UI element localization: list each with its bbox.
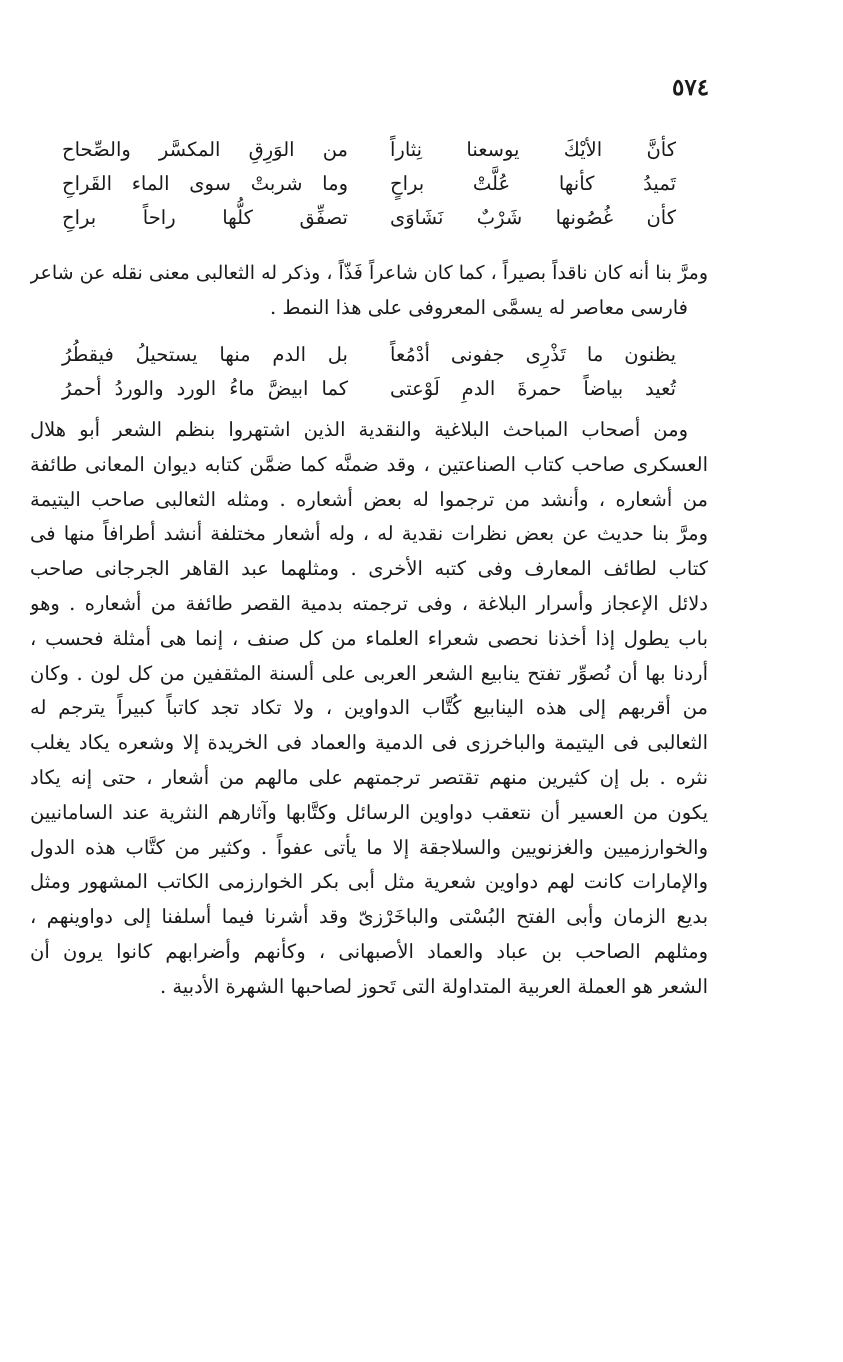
text-line: أردنا بها أن نُصوِّر تفتح ينابيع الشعر العربى على ألسنة المثقفين من كل لون . وكان — [30, 661, 708, 685]
verse-second-hemistich: وما شربتْ سوى الماء القَراحِ — [62, 172, 348, 195]
text-line: بديع الزمان وأبى الفتح البُسْتى والباخَرْزىّ وقد أشرنا فيما أسلفنا إلى دواوينهم ، — [30, 905, 708, 929]
text-line: ومن أصحاب المباحث البلاغية والنقدية الذين اشتهروا بنظم الشعر أبو هلال — [30, 418, 688, 441]
verse-line — [62, 201, 676, 235]
text-line: والإمارات كانت لهم دواوين شعرية مثل أبى بكر الخوارزمى الكاتب المشهور ومثل — [30, 870, 708, 894]
text-line: باب يطول إذا أخذنا نحصى شعراء العلماء من كل صنف ، إنما هى أمثلة فحسب ، — [30, 626, 708, 650]
text-line: ومرَّ بنا حديث عن بعض نظرات نقدية له ، وله أشعار مختلفة أنشد أطرافاً منها فى — [30, 522, 708, 546]
text-line: الثعالبى فى اليتيمة والباخرزى فى الدمية والعماد فى الخريدة إلا وشعره يكاد يغلب — [30, 731, 708, 755]
verse-second-hemistich: بل الدم منها يستحيلُ فيقطُرُ — [62, 343, 348, 366]
page-number: ٥٧٤ — [672, 74, 710, 101]
verse-second-hemistich: كما ابيضَّ ماءُ الورد والوردُ أحمرُ — [62, 377, 348, 400]
text-line: من أشعاره ، وأنشد من ترجموا له بعض أشعاره . ومثله الثعالبى صاحب اليتيمة — [30, 487, 708, 511]
poem-excerpt-2 — [62, 338, 676, 406]
text-line: ومرَّ بنا أنه كان ناقداً بصيراً ، كما كان شاعراً فَذّاً ، وذكر له الثعالبى معنى نقله عن شاعر — [30, 262, 708, 284]
paragraph-2 — [30, 413, 708, 1005]
verse-first-hemistich: تُعيد بياضاً حمرةَ الدمِ لَوْعتى — [390, 377, 676, 400]
text-line: من أقربهم إلى هذه الينابيع كُتَّاب الدواوين ، ولا تكاد تجد كاتباً كبيراً يترجم له — [30, 696, 708, 720]
verse-second-hemistich: تصفِّق كلُّها راحاً براحِ — [62, 206, 348, 229]
text-line: كتاب لطائف المعارف وفى كتبه الأخرى . ومثلهما عبد القاهر الجرجانى صاحب — [30, 557, 708, 581]
verse-second-hemistich: من الوَرِقِ المكسَّر والصِّحاح — [62, 138, 348, 161]
text-line: ومثلهم الصاحب بن عباد والعماد الأصبهانى ، وكأنهم وأضرابهم كانوا يرون أن — [30, 939, 708, 963]
poem-excerpt-1 — [62, 133, 676, 235]
verse-line — [62, 167, 676, 201]
verse-first-hemistich: كأن غُصُونها شَرْبٌ نَشَاوَى — [390, 206, 676, 229]
paragraph-1 — [30, 256, 708, 326]
verse-first-hemistich: تَميدُ كأنها عُلَّتْ براحٍ — [390, 172, 676, 195]
verse-line — [62, 133, 676, 167]
text-line: والخوارزميين والغزنويين والسلاجقة إلا ما يأتى عفواً . وكثير من كتَّاب هذه الدول — [30, 835, 708, 859]
verse-line — [62, 372, 676, 406]
verse-first-hemistich: يظنون ما تَذْرِى جفونى أدْمُعاً — [390, 343, 676, 366]
text-line: الشعر هو العملة العربية المتداولة التى تَحوز لصاحبها الشهرة الأدبية . — [159, 974, 708, 998]
verse-first-hemistich: كأنَّ الأيْكَ يوسعنا نِثاراً — [390, 138, 676, 161]
text-line: دلائل الإعجاز وأسرار البلاغة ، وفى ترجمته بدمية القصر طائفة من أشعاره . وهو — [30, 591, 708, 615]
text-line: فارسى معاصر له يسمَّى المعروفى على هذا النمط . — [269, 295, 688, 319]
verse-line — [62, 338, 676, 372]
text-line: نثره . بل إن كثيرين منهم تقتصر ترجمتهم على مالهم من أشعار ، حتى إنه يكاد — [30, 765, 708, 789]
text-line: يكون من العسير أن نتعقب دواوين الرسائل وكتَّابها وآثارهم النثرية عند السامانيين — [30, 800, 708, 824]
text-line: العسكرى صاحب كتاب الصناعتين ، وقد ضمنَّه كما ضمَّن كتابه ديوان المعانى طائفة — [30, 452, 708, 476]
